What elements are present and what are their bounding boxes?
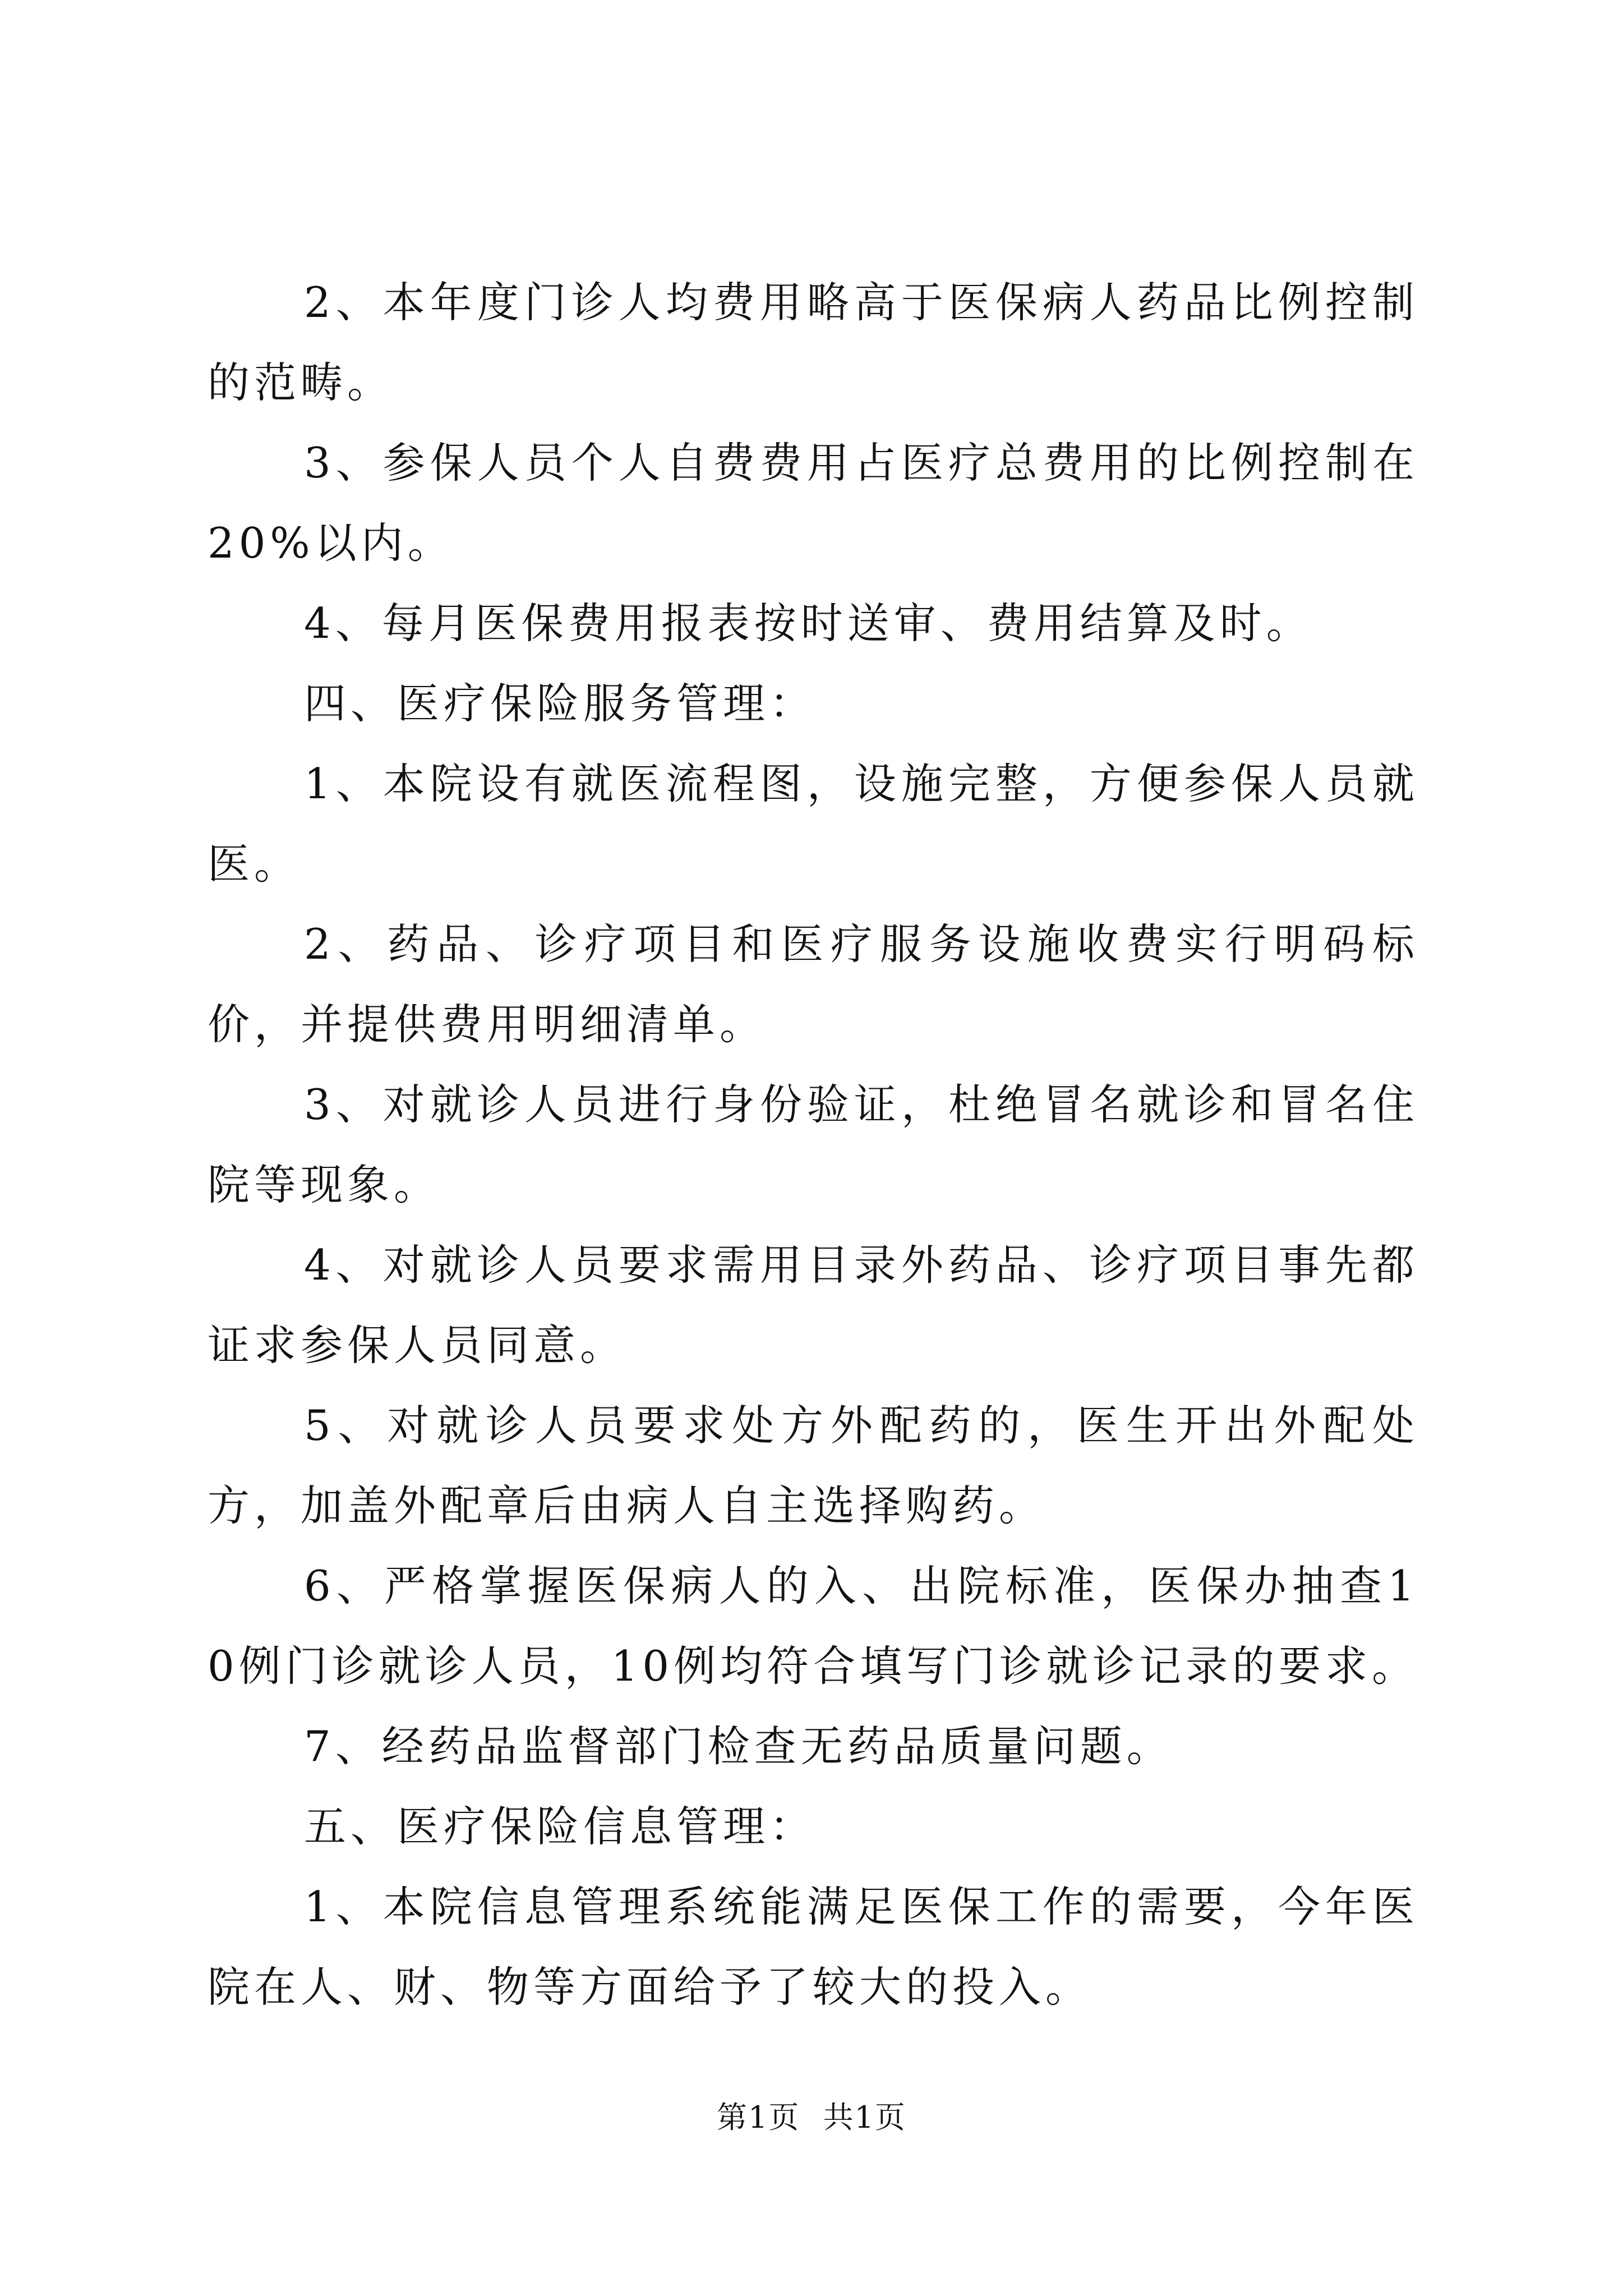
paragraph: 6、严格掌握医保病人的入、出院标准，医保办抽查10例门诊就诊人员，10例均符合填写门诊就诊记录的要求。 xyxy=(208,1561,1419,1691)
paragraph: 4、对就诊人员要求需用目录外药品、诊疗项目事先都证求参保人员同意。 xyxy=(208,1240,1419,1370)
paragraph: 3、对就诊人员进行身份验证，杜绝冒名就诊和冒名住院等现象。 xyxy=(208,1080,1419,1209)
paragraph: 1、本院设有就医流程图，设施完整，方便参保人员就医。 xyxy=(208,759,1419,889)
paragraph: 1、本院信息管理系统能满足医保工作的需要，今年医院在人、财、物等方面给予了较大的投入。 xyxy=(208,1882,1419,2012)
page-total: 共1页 xyxy=(823,2100,906,2135)
section-heading: 四、医疗保险服务管理： xyxy=(304,679,817,728)
paragraph: 2、本年度门诊人均费用略高于医保病人药品比例控制的范畴。 xyxy=(208,278,1419,407)
paragraph: 2、药品、诊疗项目和医疗服务设施收费实行明码标价，并提供费用明细清单。 xyxy=(208,919,1419,1049)
paragraph: 7、经药品监督部门检查无药品质量问题。 xyxy=(304,1722,1173,1771)
paragraph: 4、每月医保费用报表按时送审、费用结算及时。 xyxy=(304,599,1313,648)
page-number: 第1页 xyxy=(717,2100,800,2135)
page-footer xyxy=(0,2095,1623,2140)
section-heading: 五、医疗保险信息管理： xyxy=(304,1802,817,1851)
paragraph: 3、参保人员个人自费费用占医疗总费用的比例控制在20%以内。 xyxy=(208,438,1419,568)
document-body xyxy=(208,263,1419,2027)
paragraph: 5、对就诊人员要求处方外配药的，医生开出外配处方，加盖外配章后由病人自主选择购药。 xyxy=(208,1401,1419,1530)
